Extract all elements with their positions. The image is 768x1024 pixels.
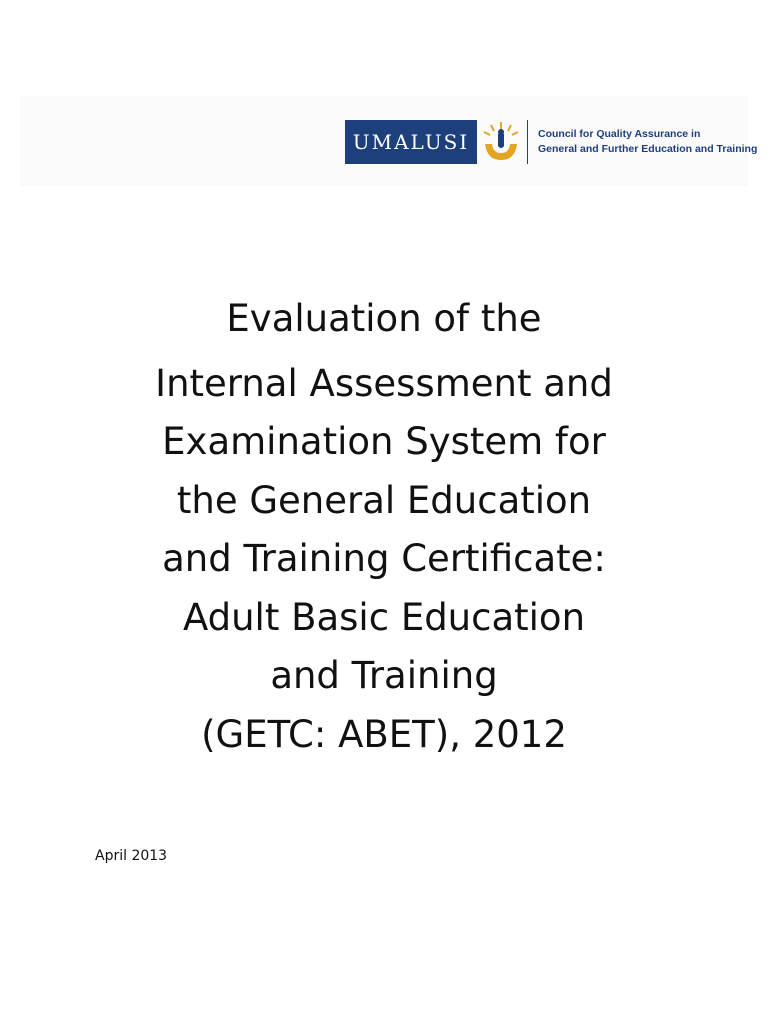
tagline-line-2: General and Further Education and Training [538,143,758,155]
logo-tagline [538,127,757,157]
title-line: the General Education [176,478,592,522]
publication-date: April 2013 [95,848,168,864]
figure-head [498,129,504,135]
logo-wordmark: UMALUSI [345,120,477,164]
title-line: Evaluation of the [226,297,542,340]
title-line: Adult Basic Education [182,595,586,639]
title-line: and Training [270,654,498,697]
title-line: (GETC: ABET), 2012 [201,712,567,756]
document-title [0,290,768,764]
figure-shape [498,133,504,148]
title-line: Examination System for [162,420,606,463]
umalusi-emblem-icon [479,120,523,164]
title-line: Internal Assessment and [155,361,613,405]
tagline-line-1: Council for Quality Assurance in [538,128,701,140]
umalusi-logo [345,120,757,164]
logo-divider [527,120,528,164]
title-line: and Training Certificate: [162,537,606,580]
